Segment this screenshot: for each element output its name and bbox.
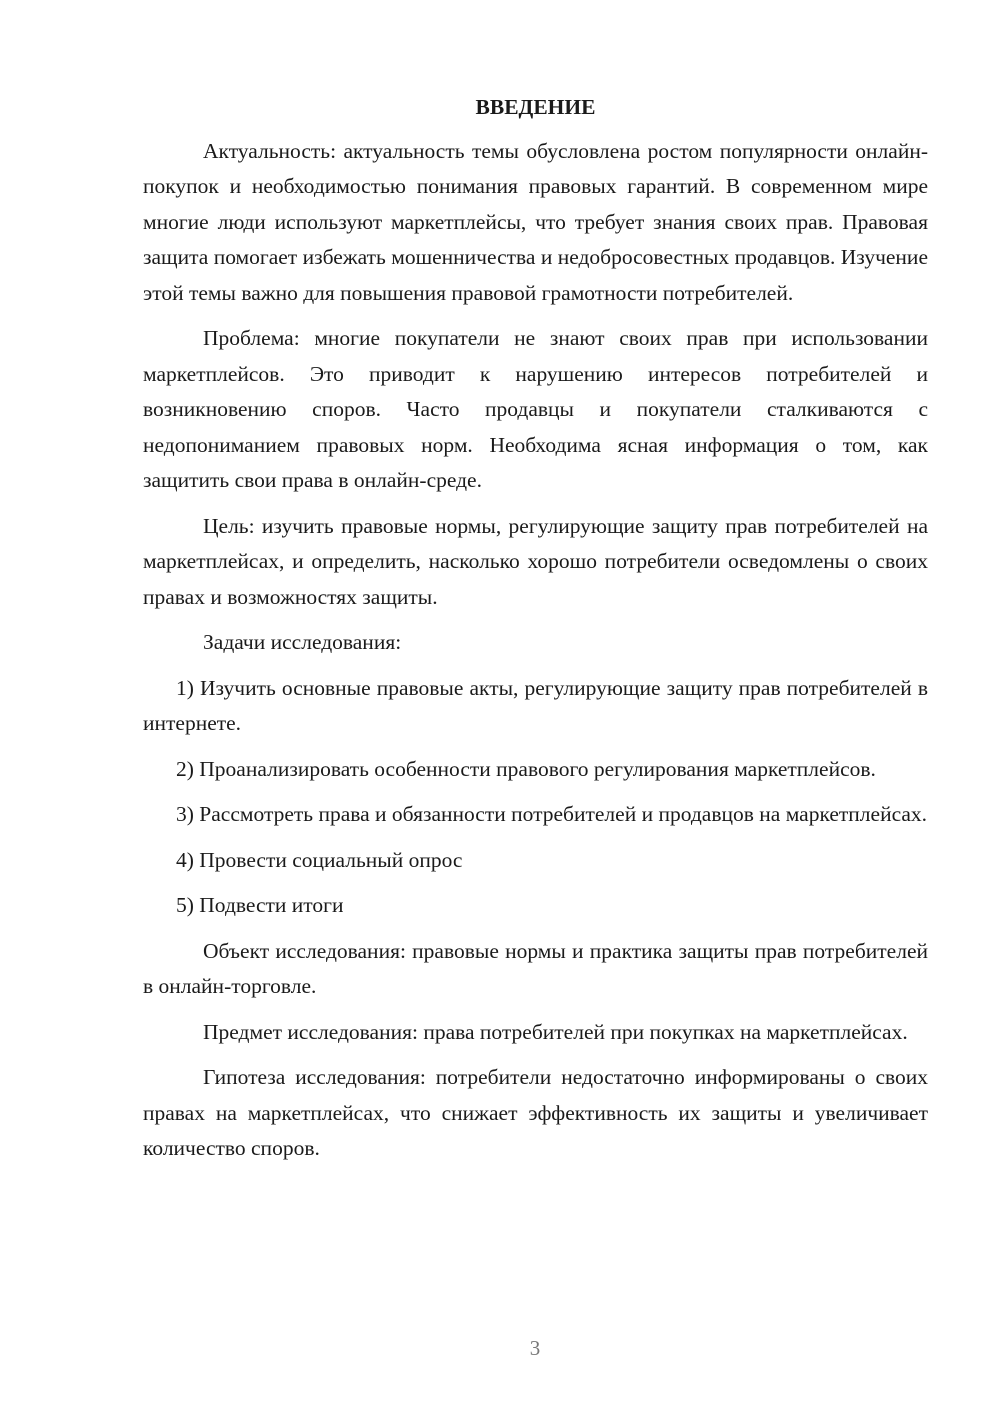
task-item-2: 2) Проанализировать особенности правового регулирования маркетплейсов. (176, 756, 876, 781)
paragraph-object: Объект исследования: правовые нормы и практика защиты прав потребителей в онлайн-торговле. (143, 938, 928, 998)
task-item-5: 5) Подвести итоги (176, 893, 344, 917)
paragraph-problem: Проблема: многие покупатели не знают своих прав при использовании маркетплейсов. Это приводит к нарушению интересов потребителей и возникновению споров. Часто продавцы и покупатели сталкиваются с недопониманием правовых норм. Необходима ясная информация о том, как защитить свои права в онлайн-среде. (143, 326, 928, 492)
task-item-3: 3) Рассмотреть права и обязанности потребителей и продавцов на маркетплейсах. (176, 802, 928, 826)
paragraph-relevance: Актуальность: актуальность темы обусловлена ростом популярности онлайн-покупок и необходимостью понимания правовых гарантий. В современном мире многие люди используют маркетплейсы, что требует знания своих прав. Правовая защита помогает избежать мошенничества и недобросовестных продавцов. Изучение этой темы важно для повышения правовой грамотности потребителей. (143, 138, 928, 305)
paragraph-hypothesis: Гипотеза исследования: потребители недостаточно информированы о своих правах на маркетплейсах, что снижает эффективность их защиты и увеличивает количество споров. (143, 1065, 928, 1160)
document-page (143, 90, 928, 1177)
paragraph-tasks-heading: Задачи исследования: (203, 630, 402, 654)
paragraph-goal: Цель: изучить правовые нормы, регулирующие защиту прав потребителей на маркетплейсах, и определить, насколько хорошо потребители осведомлены о своих правах и возможностях защиты. (143, 513, 928, 609)
section-title: ВВЕДЕНИЕ (475, 95, 596, 119)
task-item-4: 4) Провести социальный опрос (176, 847, 463, 872)
page-number: 3 (529, 1336, 541, 1360)
paragraph-subject: Предмет исследования: права потребителей при покупках на маркетплейсах. (203, 1019, 908, 1044)
task-item-1: 1) Изучить основные правовые акты, регулирующие защиту прав потребителей в интернете. (143, 675, 928, 735)
